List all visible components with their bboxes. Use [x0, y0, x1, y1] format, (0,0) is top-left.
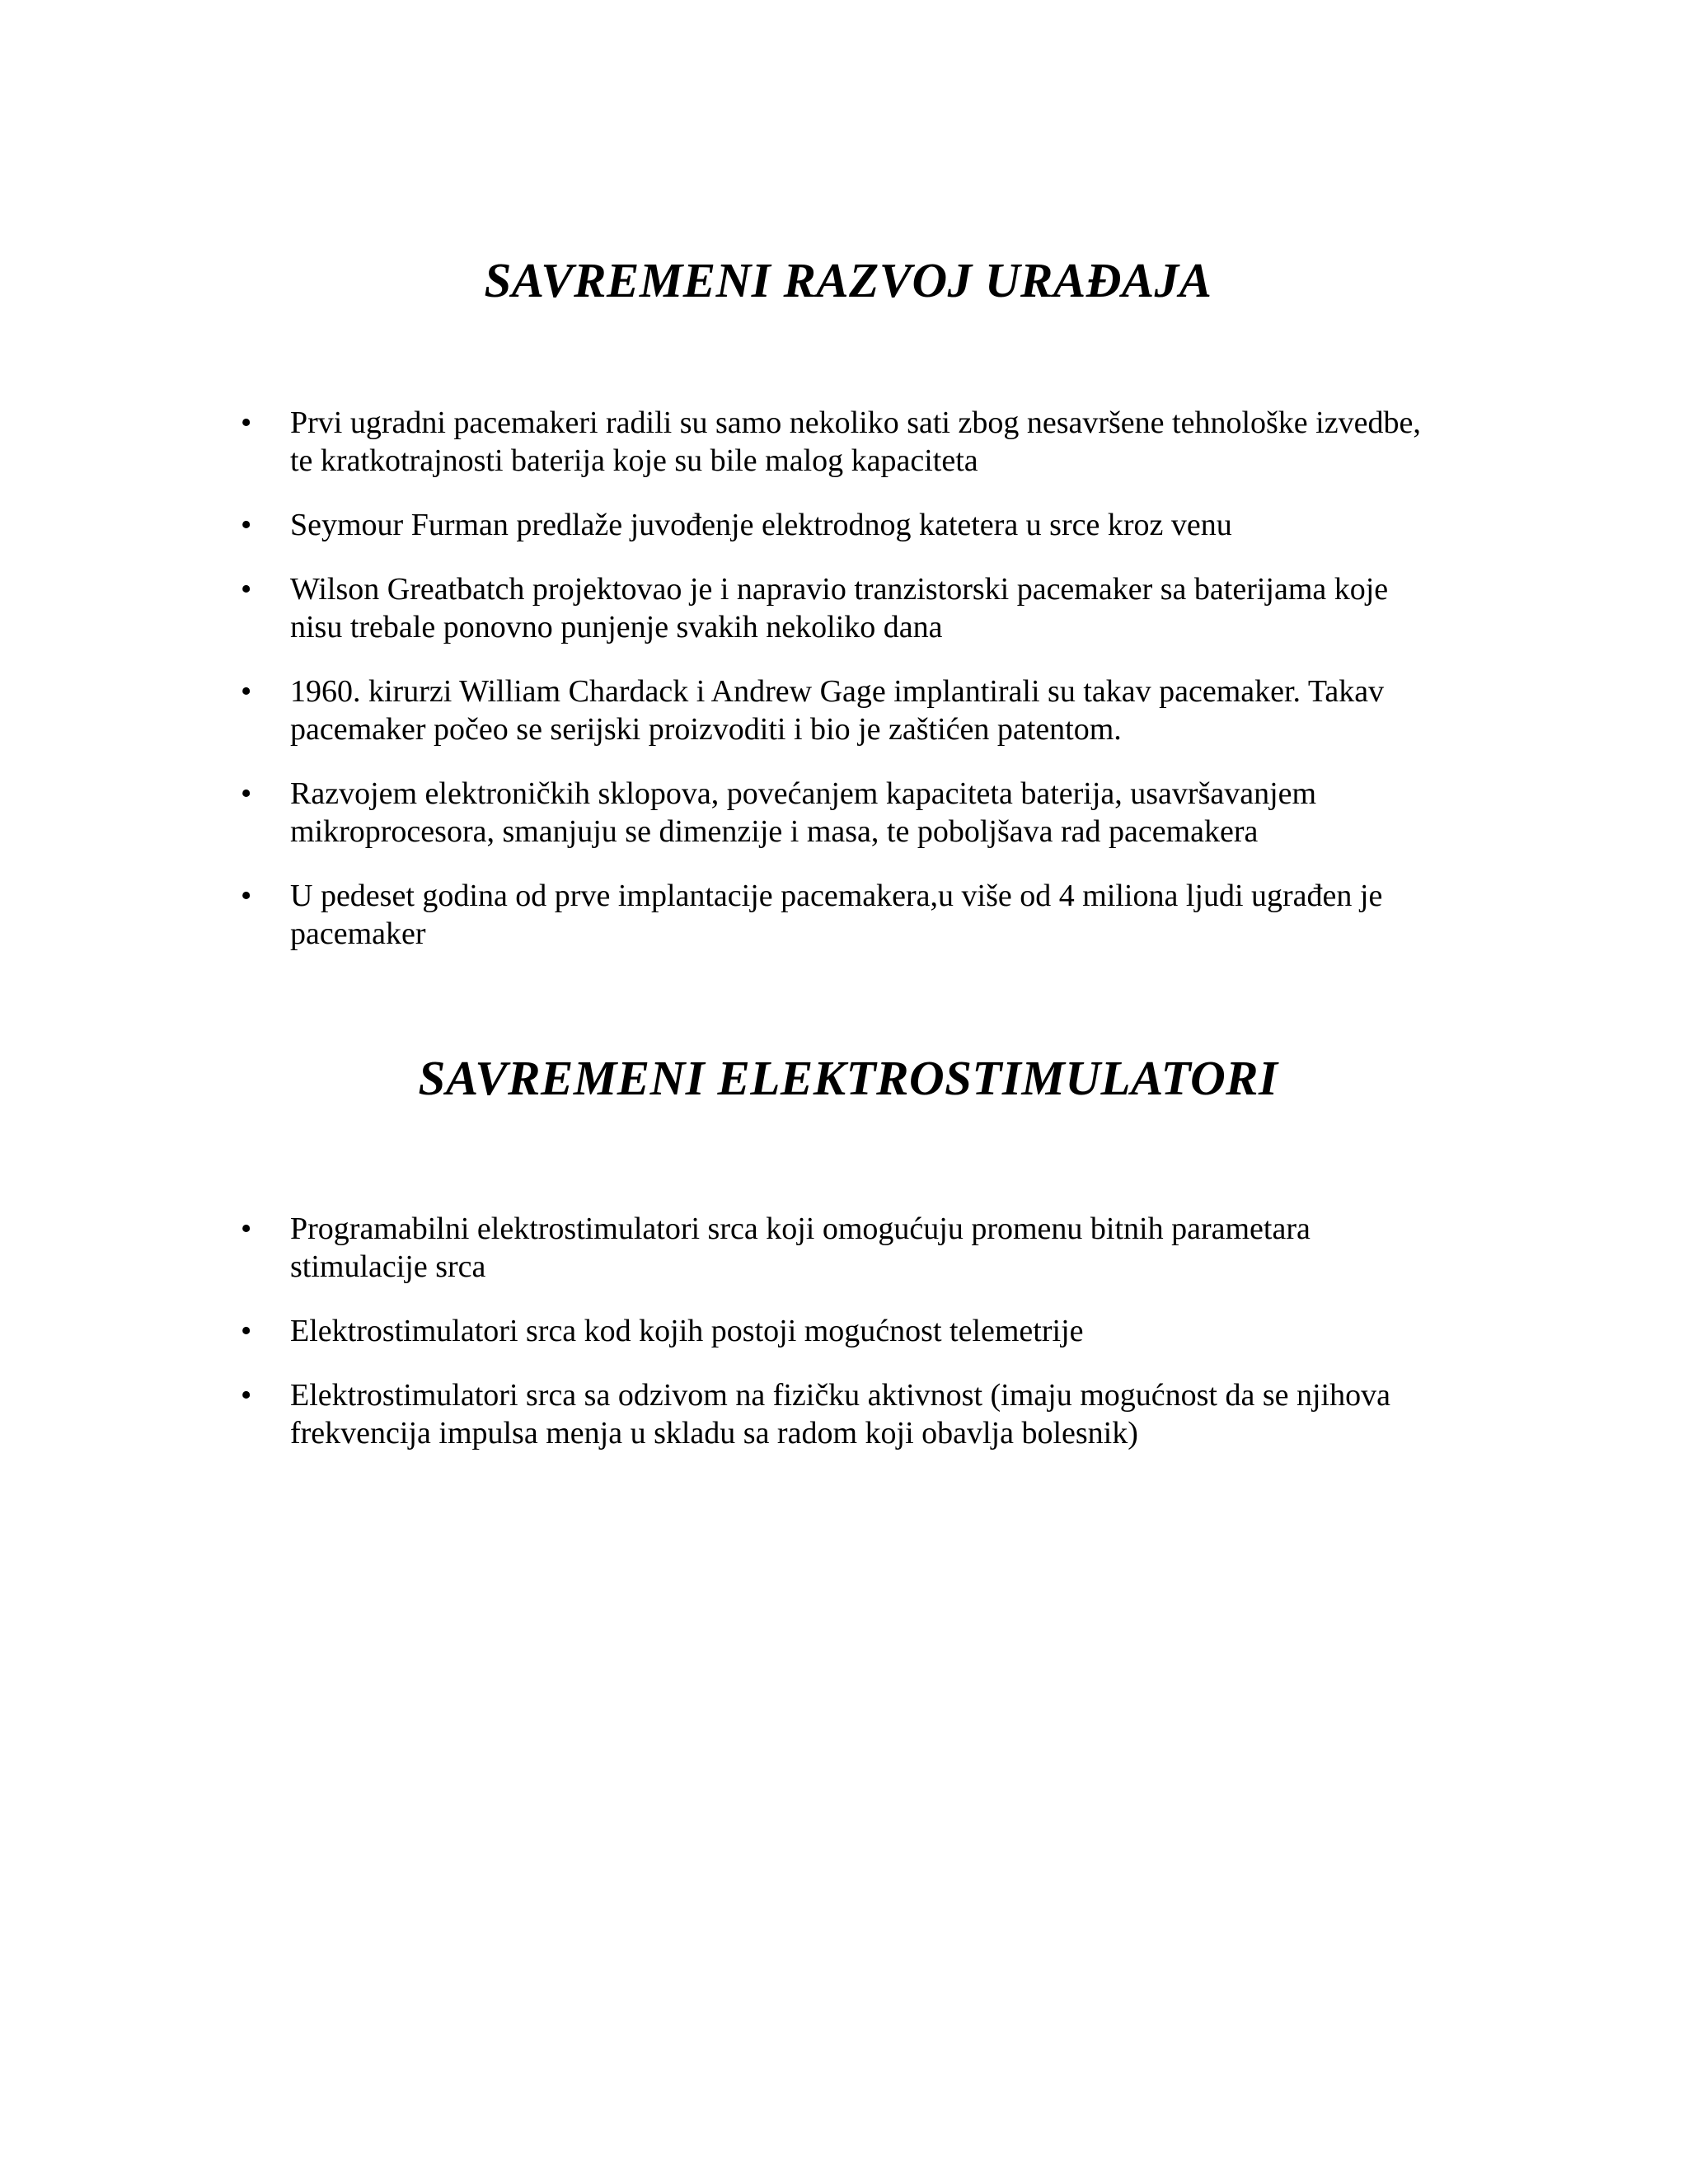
list-item-text: Prvi ugradni pacemakeri radili su samo nekoliko sati zbog nesavršene tehnološke izvedbe, te kratkotrajnosti baterija koje su bile malog kapaciteta [290, 405, 1421, 478]
bullet-icon: • [241, 508, 252, 542]
bullet-list [0, 1210, 1688, 1479]
list-item-text: Razvojem elektroničkih sklopova, povećanjem kapaciteta baterija, usavršavanjem mikroprocesora, smanjuju se dimenzije i masa, te poboljšava rad pacemakera [290, 776, 1317, 849]
bullet-icon: • [241, 776, 252, 811]
section-title: SAVREMENI RAZVOJ URAĐAJA [484, 253, 1212, 307]
list-item [0, 506, 1688, 544]
list-item-text: 1960. kirurzi William Chardack i Andrew Gage implantirali su takav pacemaker. Takav pacemaker počeo se serijski proizvoditi i bio je zaštićen patentom. [290, 674, 1385, 747]
list-item [0, 1376, 1688, 1452]
list-item-text: Seymour Furman predlaže juvođenje elektrodnog katetera u srce kroz venu [290, 508, 1232, 542]
bullet-icon: • [241, 1314, 252, 1348]
list-item-text: Programabilni elektrostimulatori srca koji omogućuju promenu bitnih parametara stimulacije srca [290, 1212, 1311, 1284]
list-item-text: U pedeset godina od prve implantacije pacemakera,u više od 4 miliona ljudi ugrađen je pacemaker [290, 879, 1383, 951]
bullet-icon: • [241, 405, 252, 440]
bullet-icon: • [241, 1378, 252, 1413]
bullet-icon: • [241, 674, 252, 709]
list-item-text: Elektrostimulatori srca sa odzivom na fizičku aktivnost (imaju mogućnost da se njihova frekvencija impulsa menja u skladu sa radom koji obavlja bolesnik) [290, 1378, 1390, 1451]
list-item [0, 877, 1688, 953]
bullet-icon: • [241, 1212, 252, 1246]
list-item-text: Elektrostimulatori srca kod kojih postoji mogućnost telemetrije [290, 1314, 1084, 1348]
list-item [0, 775, 1688, 851]
list-item [0, 404, 1688, 480]
section-razvoj-uredjaja [0, 247, 1688, 951]
list-item [0, 1210, 1688, 1286]
list-item [0, 570, 1688, 646]
section-elektrostimulatori [0, 1045, 1688, 1451]
section-title: SAVREMENI ELEKTROSTIMULATORI [418, 1051, 1278, 1105]
list-item-text: Wilson Greatbatch projektovao je i napravio tranzistorski pacemaker sa baterijama koje nisu trebale ponovno punjenje svakih nekoliko dana [290, 572, 1389, 644]
bullet-icon: • [241, 572, 252, 607]
list-item [0, 1312, 1688, 1350]
bullet-list [0, 404, 1688, 979]
bullet-icon: • [241, 879, 252, 913]
list-item [0, 673, 1688, 748]
